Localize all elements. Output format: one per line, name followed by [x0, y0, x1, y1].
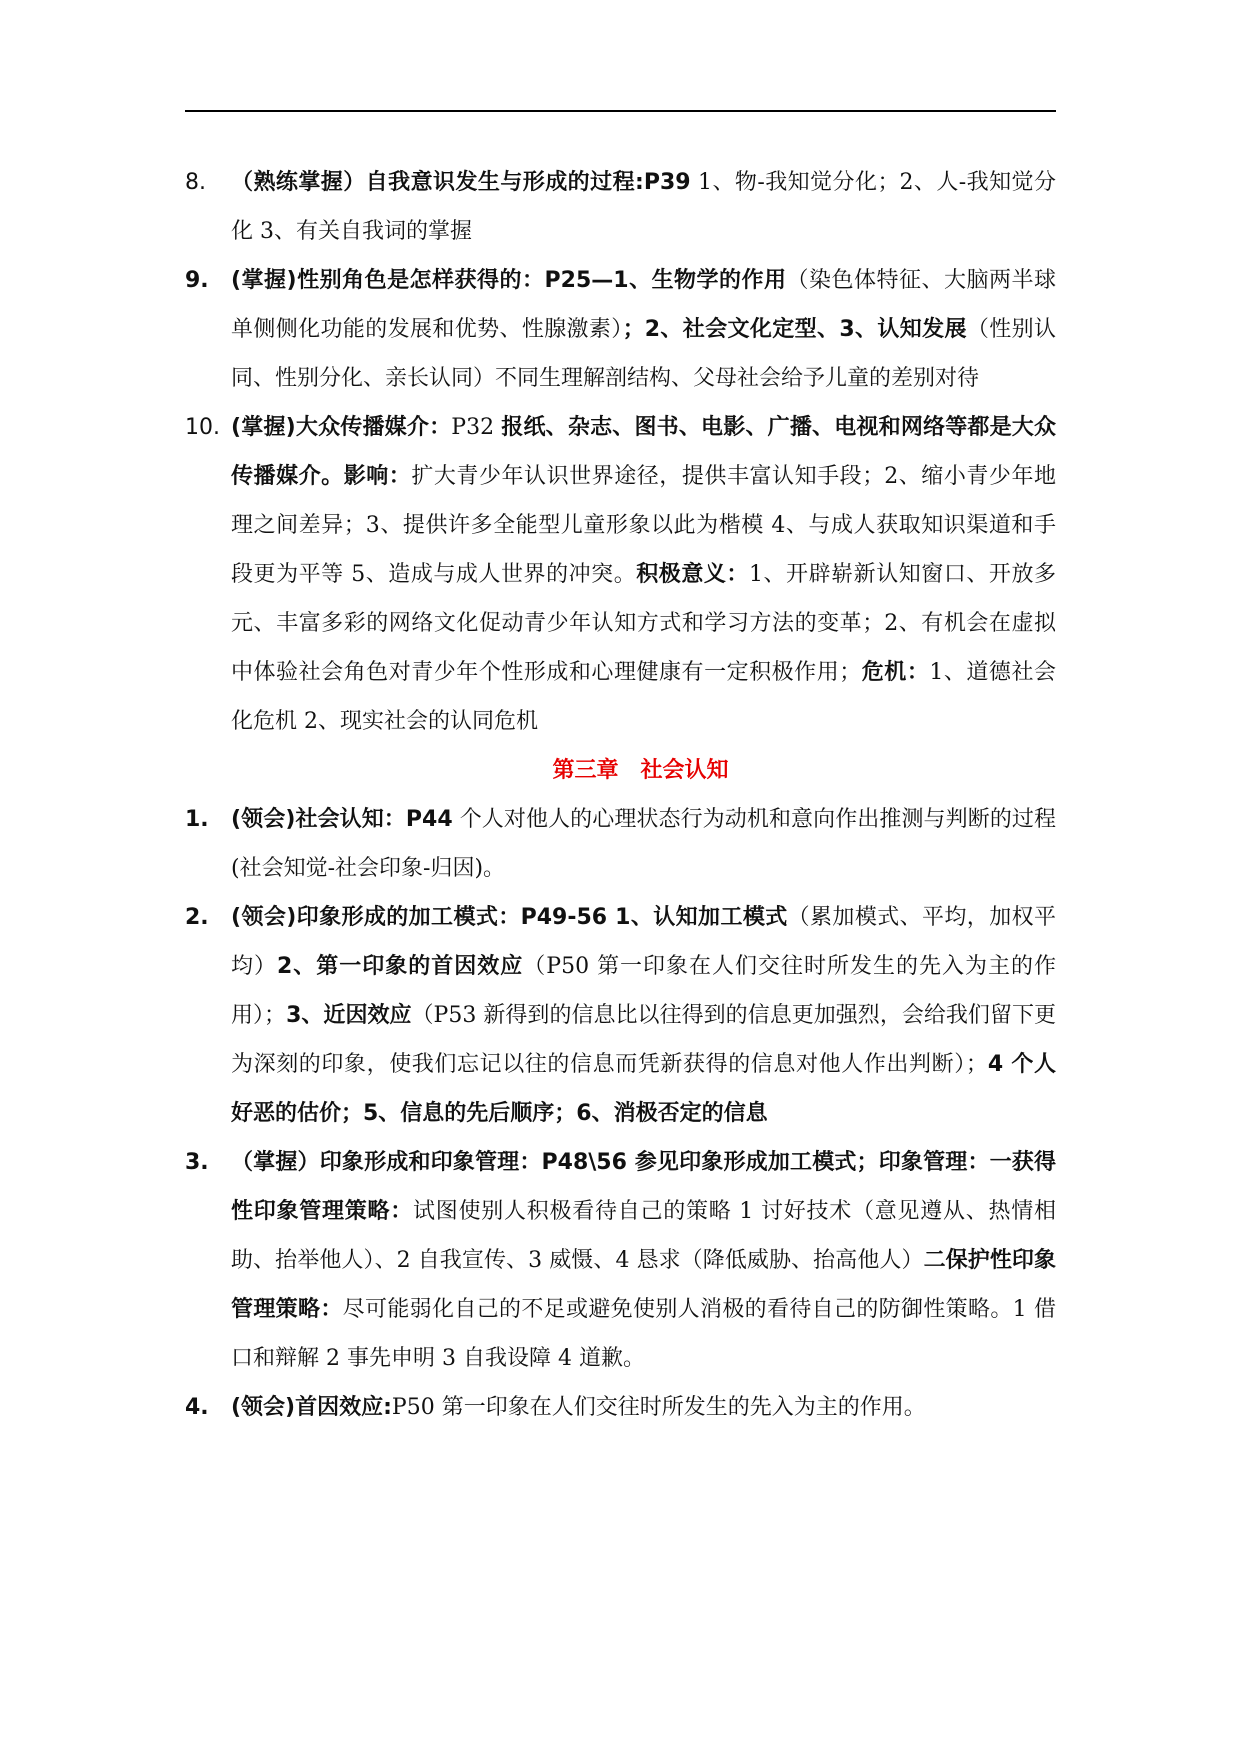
item-body: （累加模式、平均，加权平均）	[231, 905, 1056, 979]
list-item	[185, 158, 1056, 256]
list-item	[185, 1138, 1056, 1383]
item-subheading: 2、第一印象的首因效应	[277, 954, 524, 979]
item-number: 1.	[185, 807, 209, 832]
item-text	[231, 256, 1056, 403]
item-number: 4.	[185, 1395, 209, 1420]
list-item	[185, 795, 1056, 893]
chapter-title: 第三章 社会认知	[552, 758, 729, 783]
item-subheading: 3、近因效应	[286, 1003, 412, 1028]
item-heading: (领会)首因效应:	[231, 1395, 392, 1420]
item-number: 8.	[185, 170, 206, 195]
item-body: 扩大青少年认识世界途径，提供丰富认知手段；2、缩小青少年地理之间差异；3、提供许多全能型儿童形象以此为楷模 4、与成人获取知识渠道和手段更为平等 5、造成与成人世界的冲突。	[231, 464, 1056, 587]
item-heading: (领会)社会认知：P44	[231, 807, 453, 832]
item-body: （性别认同、性别分化、亲长认同）不同生理解剖结构、父母社会给予儿童的差别对待	[231, 317, 1056, 391]
item-body: P50 第一印象在人们交往时所发生的先入为主的作用。	[391, 1395, 926, 1420]
item-body: 个人对他人的心理状态行为动机和意向作出推测与判断的过程(社会知觉-社会印象-归因)。	[231, 807, 1056, 881]
item-body: （染色体特征、大脑两半球单侧侧化功能的发展和优势、性腺激素）	[231, 268, 1056, 342]
item-body: 尽可能弱化自己的不足或避免使别人消极的看待自己的防御性策略。1 借口和辩解 2 事先申明 3 自我设障 4 道歉。	[231, 1297, 1056, 1371]
item-body: 1、物-我知觉分化；2、人-我知觉分化 3、有关自我词的掌握	[231, 170, 1056, 244]
item-body: P32	[451, 415, 502, 440]
item-body: 1、开辟崭新认知窗口、开放多元、丰富多彩的网络文化促动青少年认知方式和学习方法的变革；2、有机会在虚拟中体验社会角色对青少年个性形成和心理健康有一定积极作用；	[231, 562, 1056, 685]
list-item	[185, 893, 1056, 1138]
item-text	[231, 795, 1056, 893]
item-body: 1、道德社会化危机 2、现实社会的认同危机	[231, 660, 1056, 734]
item-heading: (领会)印象形成的加工模式：P49-56 1、认知加工模式	[231, 905, 788, 930]
item-body: （P50 第一印象在人们交往时所发生的先入为主的作用）；	[231, 954, 1056, 1028]
item-number: 2.	[185, 905, 209, 930]
item-text	[231, 403, 1056, 746]
item-heading: (掌握)大众传播媒介：	[231, 415, 452, 440]
document-body	[185, 158, 1056, 1432]
list-item	[185, 1383, 1056, 1432]
item-heading: （熟练掌握）自我意识发生与形成的过程:P39	[231, 170, 691, 195]
item-body: （P53 新得到的信息比以往得到的信息更加强烈，会给我们留下更为深刻的印象，使我们忘记以往的信息而凭新获得的信息对他人作出判断）；	[231, 1003, 1056, 1077]
item-subheading: 报纸、杂志、图书、电影、广播、电视和网络等都是大众传播媒介。影响：	[231, 415, 1056, 489]
item-subheading: 4 个人好恶的估价；5、信息的先后顺序；6、消极否定的信息	[231, 1052, 1056, 1126]
item-text	[231, 893, 1056, 1138]
header-rule	[185, 110, 1056, 112]
item-text	[231, 1138, 1056, 1383]
item-subheading: 危机：	[861, 660, 930, 685]
item-body: 试图使别人积极看待自己的策略 1 讨好技术（意见遵从、热情相助、抬举他人）、2 自我宣传、3 威慑、4 恳求（降低威胁、抬高他人）	[231, 1199, 1056, 1273]
item-number: 10.	[185, 415, 220, 440]
item-text	[231, 158, 1056, 256]
item-subheading: 积极意义：	[636, 562, 749, 587]
item-subheading: ；2、社会文化定型、3、认知发展	[622, 317, 967, 342]
item-subheading: 二保护性印象管理策略：	[231, 1248, 1056, 1322]
item-number: 3.	[185, 1150, 209, 1175]
list-item	[185, 403, 1056, 746]
item-heading: (掌握)性别角色是怎样获得的：P25—1、生物学的作用	[231, 268, 787, 293]
item-number: 9.	[185, 268, 209, 293]
item-text	[231, 1383, 1056, 1432]
item-heading: （掌握）印象形成和印象管理：P48\56 参见印象形成加工模式；印象管理：一获得性印象管理策略：	[231, 1150, 1056, 1224]
list-item	[185, 256, 1056, 403]
